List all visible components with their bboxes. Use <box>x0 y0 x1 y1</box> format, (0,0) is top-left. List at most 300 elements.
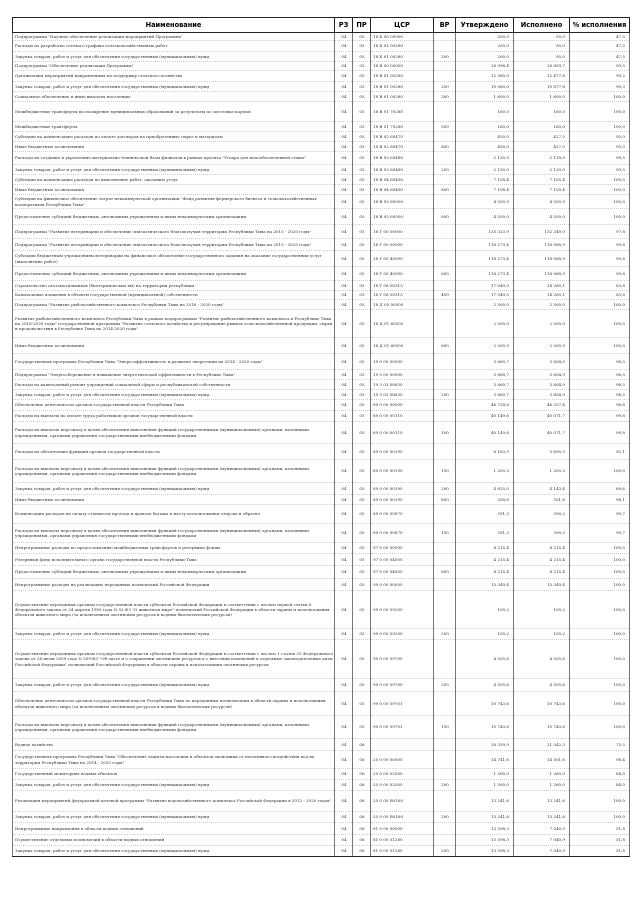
row-executed: 7 040,9 <box>514 835 570 846</box>
row-csr: 99 0 00 59701 <box>371 692 434 716</box>
row-executed: 1 260,0 <box>514 780 570 791</box>
row-percent: 100,0 <box>570 716 630 739</box>
row-vr: 200 <box>434 629 456 640</box>
row-vr <box>434 505 456 524</box>
table-row <box>13 780 630 791</box>
row-executed: 12 477,8 <box>514 71 570 82</box>
row-approved: 200,0 <box>456 52 514 62</box>
row-approved: 4 550,0 <box>456 195 514 209</box>
row-rz: 04 <box>335 751 353 769</box>
row-rz: 04 <box>335 846 353 857</box>
row-percent: 100,0 <box>570 640 630 679</box>
row-percent: 98,5 <box>570 354 630 370</box>
row-rz: 04 <box>335 41 353 52</box>
row-pr: 05 <box>353 411 371 422</box>
table-row <box>13 716 630 739</box>
row-rz: 04 <box>335 692 353 716</box>
table-row <box>13 823 630 835</box>
row-name: Субсидии бюджетным учреждениям ветеринарии на финансовое обеспечение государственного задания на оказание государственных услуг (выполнение работ) <box>13 251 335 267</box>
row-pr: 06 <box>353 812 371 823</box>
row-approved: 2 500,0 <box>456 338 514 354</box>
row-vr <box>434 62 456 71</box>
table-row <box>13 739 630 751</box>
row-executed: 1 600,0 <box>514 92 570 102</box>
row-executed: 14 280,1 <box>514 291 570 300</box>
row-pr: 05 <box>353 390 371 400</box>
row-percent: 99,7 <box>570 505 630 524</box>
row-name: Капитальные вложения в объекты государственной (муниципальной) собственности <box>13 291 335 300</box>
row-name: Расходы по разработке сетевого графика сельскохозяйственных работ <box>13 41 335 52</box>
row-pr: 05 <box>353 209 371 225</box>
row-csr: 18 В 00 00000 <box>371 62 434 71</box>
row-csr: 18 Г 00 40590 <box>371 267 434 281</box>
row-executed: 100,2 <box>514 591 570 629</box>
row-csr: 18 Д 01 60500 <box>371 310 434 338</box>
table-row <box>13 225 630 239</box>
row-name: Закупка товаров, работ и услуг для обеспечения государственных (муниципальных) нужд <box>13 165 335 175</box>
row-executed: 95,0 <box>514 33 570 41</box>
row-executed: 4 143,4 <box>514 483 570 495</box>
row-name: Непрограммные расходы по предоставлению межбюджетных трансфертов и резервные фонды <box>13 543 335 554</box>
row-rz: 04 <box>335 209 353 225</box>
row-approved: 1 500,0 <box>456 780 514 791</box>
row-percent: 83,8 <box>570 291 630 300</box>
row-executed: 13 241,6 <box>514 812 570 823</box>
row-vr <box>434 380 456 390</box>
row-rz: 04 <box>335 338 353 354</box>
table-row <box>13 411 630 422</box>
row-vr: 300 <box>434 92 456 102</box>
row-percent: 100,0 <box>570 185 630 195</box>
row-vr: 800 <box>434 495 456 505</box>
row-name: Закупка товаров, работ и услуг для обеспечения государственных (муниципальных) нужд <box>13 390 335 400</box>
row-csr <box>371 739 434 751</box>
row-vr: 200 <box>434 780 456 791</box>
row-percent: 99,3 <box>570 82 630 92</box>
row-rz: 04 <box>335 422 353 444</box>
row-csr: 19 0 00 00000 <box>371 354 434 370</box>
table-row <box>13 751 630 769</box>
row-approved: 13 241,6 <box>456 791 514 812</box>
row-approved: 160,0 <box>456 122 514 132</box>
row-vr <box>434 791 456 812</box>
row-rz: 04 <box>335 579 353 591</box>
table-row <box>13 165 630 175</box>
row-vr: 200 <box>434 165 456 175</box>
row-executed: 3 604,9 <box>514 354 570 370</box>
table-row <box>13 142 630 152</box>
row-csr: 99 0 00 59200 <box>371 591 434 629</box>
row-executed: 15 349,4 <box>514 579 570 591</box>
table-row <box>13 640 630 679</box>
row-approved: 46 724,8 <box>456 400 514 411</box>
row-percent: 100,0 <box>570 92 630 102</box>
row-vr <box>434 692 456 716</box>
row-rz: 04 <box>335 225 353 239</box>
row-approved: 17 049,5 <box>456 281 514 291</box>
row-percent: 98,5 <box>570 390 630 400</box>
row-rz: 04 <box>335 812 353 823</box>
row-rz: 04 <box>335 281 353 291</box>
row-pr: 05 <box>353 225 371 239</box>
row-name: Расходы на выплаты персоналу в целях обеспечения выполнения функций государственными (муниципальными) органами, казенными учреждениями, органами управления государственными внебюджетными фондами <box>13 716 335 739</box>
row-approved: 358,6 <box>456 495 514 505</box>
table-row <box>13 505 630 524</box>
row-csr: 89 0 00 00190 <box>371 460 434 483</box>
row-pr: 05 <box>353 460 371 483</box>
row-approved: 15 349,4 <box>456 579 514 591</box>
row-approved: 28 339,9 <box>456 739 514 751</box>
row-executed: 4 505,6 <box>514 640 570 679</box>
table-row <box>13 267 630 281</box>
row-pr: 05 <box>353 152 371 165</box>
table-row <box>13 400 630 411</box>
row-executed: 2 500,0 <box>514 310 570 338</box>
table-row <box>13 354 630 370</box>
row-csr: 18 В 01 70280 <box>371 102 434 122</box>
row-percent: 95,0 <box>570 132 630 142</box>
row-name: Подпрограмма "Обеспечение реализации Программы" <box>13 62 335 71</box>
row-percent: 100,0 <box>570 629 630 640</box>
row-percent: 100,0 <box>570 175 630 185</box>
row-executed: 118 068,9 <box>514 267 570 281</box>
row-executed: 160,0 <box>514 102 570 122</box>
table-row <box>13 209 630 225</box>
table-row <box>13 41 630 52</box>
row-approved: 13 598,3 <box>456 846 514 857</box>
row-csr: 18 В 02 60470 <box>371 132 434 142</box>
row-name: Организация мероприятий направленных на поддержку сельского хозяйства <box>13 71 335 82</box>
row-vr <box>434 33 456 41</box>
row-approved: 10 743,6 <box>456 716 514 739</box>
row-executed: 118 068,9 <box>514 239 570 251</box>
row-vr <box>434 591 456 629</box>
row-name: Водное хозяйство <box>13 739 335 751</box>
row-executed: 351,8 <box>514 495 570 505</box>
row-executed: 46 257,4 <box>514 400 570 411</box>
row-vr <box>434 132 456 142</box>
row-rz: 04 <box>335 791 353 812</box>
row-pr: 05 <box>353 142 371 152</box>
row-csr: 97 0 00 04000 <box>371 566 434 579</box>
header-percent: % исполнения <box>570 18 630 33</box>
row-rz: 04 <box>335 152 353 165</box>
row-pr: 06 <box>353 846 371 857</box>
table-row <box>13 175 630 185</box>
row-percent: 100,0 <box>570 543 630 554</box>
row-csr: 89 0 00 00190 <box>371 483 434 495</box>
row-vr <box>434 281 456 291</box>
row-name: Иные бюджетные ассигнования <box>13 185 335 195</box>
row-approved: 26 998,4 <box>456 62 514 71</box>
row-approved: 100,2 <box>456 629 514 640</box>
row-pr: 05 <box>353 122 371 132</box>
row-percent: 99,5 <box>570 165 630 175</box>
row-pr: 05 <box>353 300 371 310</box>
row-approved: 100,2 <box>456 591 514 629</box>
row-vr <box>434 251 456 267</box>
row-pr: 05 <box>353 524 371 543</box>
header-csr: ЦСР <box>371 18 434 33</box>
row-approved: 2 500,0 <box>456 310 514 338</box>
row-vr <box>434 769 456 780</box>
row-name: Расходы на выплаты по оплате труда работников органов государственной власти <box>13 411 335 422</box>
row-approved: 14 741,6 <box>456 751 514 769</box>
row-name: Осуществление переданных органам государственной власти субъектов Российской Федерации в соответствии с частью первой статьи 6 Федерального закона от 24 апреля 1995 года N 52-ФЗ "О животном мире" полномочий Российской Федерации в области охраны и использования объектов животного мира (за исключением охотничьих ресурсов и водных биологических ресурсов) <box>13 591 335 629</box>
row-vr: 200 <box>434 812 456 823</box>
row-csr: 89 0 00 00870 <box>371 505 434 524</box>
row-executed: 14 280,1 <box>514 281 570 291</box>
row-vr: 200 <box>434 52 456 62</box>
row-name: Иные бюджетные ассигнования <box>13 495 335 505</box>
row-csr: 18 Г 08 00313 <box>371 281 434 291</box>
table-row <box>13 380 630 390</box>
row-executed: 427,5 <box>514 132 570 142</box>
row-executed: 160,0 <box>514 122 570 132</box>
row-vr <box>434 444 456 460</box>
row-percent: 83,8 <box>570 281 630 291</box>
row-rz: 04 <box>335 175 353 185</box>
row-name: Непрограммные направления в области водных отношений <box>13 823 335 835</box>
row-approved: 2 500,0 <box>456 300 514 310</box>
row-pr: 05 <box>353 483 371 495</box>
table-row <box>13 835 630 846</box>
row-pr: 05 <box>353 251 371 267</box>
table-row <box>13 390 630 400</box>
row-csr: 89 0 00 00000 <box>371 400 434 411</box>
row-name: Обеспечение деятельности органов государственной власти Республики Тыва по переданным полномочиям в области охраны и использования объектов животного мира (за исключением охотничьих ресурсов и водных биологических ресурсов) <box>13 692 335 716</box>
row-pr: 05 <box>353 185 371 195</box>
row-name: Осуществление переданных органам государственной власти субъектов Российской Федерации в соответствии с частью 1 статьи 33 Федерального закона от 24 июля 2009 года N 209-ФЗ "Об охоте и о сохранении охотничьих ресурсов и о внесении изменений в отдельные законодательные акты Российской Федерации" полномочий Российской Федерации в области охраны и использования охотничьих ресурсов <box>13 640 335 679</box>
row-name: Подпрограмма "Научное обеспечение реализации мероприятий Программы" <box>13 33 335 41</box>
row-percent: 99,8 <box>570 239 630 251</box>
row-percent: 99,8 <box>570 267 630 281</box>
row-csr: 81 0 00 51280 <box>371 846 434 857</box>
row-rz: 04 <box>335 505 353 524</box>
row-vr <box>434 543 456 554</box>
row-csr: 99 0 00 00000 <box>371 579 434 591</box>
table-row <box>13 460 630 483</box>
table-row <box>13 185 630 195</box>
row-name: Расходы на обеспечение функций органов государственной власти <box>13 444 335 460</box>
row-csr: 89 0 00 00110 <box>371 411 434 422</box>
row-approved: 118 273,4 <box>456 239 514 251</box>
table-row <box>13 300 630 310</box>
row-approved: 40 149,6 <box>456 422 514 444</box>
table-header-row <box>13 18 630 33</box>
row-percent: 100,0 <box>570 195 630 209</box>
row-csr: 18 В 01 70280 <box>371 122 434 132</box>
row-vr <box>434 175 456 185</box>
row-executed: 132 249,0 <box>514 225 570 239</box>
row-approved: 391,3 <box>456 505 514 524</box>
row-executed: 427,5 <box>514 142 570 152</box>
row-pr: 06 <box>353 835 371 846</box>
row-percent: 100,0 <box>570 122 630 132</box>
table-row <box>13 251 630 267</box>
row-pr: 05 <box>353 444 371 460</box>
table-row <box>13 812 630 823</box>
row-rz: 04 <box>335 142 353 152</box>
row-executed: 4 505,6 <box>514 679 570 692</box>
row-pr: 05 <box>353 132 371 142</box>
table-row <box>13 102 630 122</box>
row-name: Расходы на создание и укрепление материально-технической базы филиалов в рамках проекта "Угаара для малообеспеченной семьи" <box>13 152 335 165</box>
row-vr: 100 <box>434 460 456 483</box>
row-rz: 04 <box>335 640 353 679</box>
row-executed: 26 859,7 <box>514 62 570 71</box>
row-vr <box>434 102 456 122</box>
row-csr: 99 0 00 59200 <box>371 629 434 640</box>
header-vr: ВР <box>434 18 456 33</box>
row-percent: 100,0 <box>570 102 630 122</box>
row-approved: 450,0 <box>456 132 514 142</box>
row-percent: 99,5 <box>570 152 630 165</box>
row-pr: 05 <box>353 554 371 566</box>
row-executed: 40 071,7 <box>514 411 570 422</box>
row-pr: 05 <box>353 422 371 444</box>
row-executed: 10 743,6 <box>514 692 570 716</box>
row-csr: 19 3 03 08830 <box>371 390 434 400</box>
row-percent: 47,5 <box>570 41 630 52</box>
row-pr: 05 <box>353 33 371 41</box>
row-percent: 89,6 <box>570 483 630 495</box>
row-approved: 3 660,7 <box>456 370 514 380</box>
row-rz: 04 <box>335 543 353 554</box>
row-pr: 05 <box>353 629 371 640</box>
row-name: Компенсация расходов на оплату стоимости проезда и провоза багажа к месту использования отпуска и обратно <box>13 505 335 524</box>
row-approved: 118 273,4 <box>456 267 514 281</box>
row-rz: 04 <box>335 195 353 209</box>
row-vr <box>434 310 456 338</box>
row-percent: 100,0 <box>570 566 630 579</box>
row-vr: 200 <box>434 679 456 692</box>
table-row <box>13 281 630 291</box>
row-percent: 100,0 <box>570 310 630 338</box>
row-approved: 160,0 <box>456 102 514 122</box>
row-executed: 14 501,6 <box>514 751 570 769</box>
row-approved: 6 183,9 <box>456 444 514 460</box>
row-percent: 84,0 <box>570 769 630 780</box>
row-rz: 04 <box>335 132 353 142</box>
row-csr: 18 В 01 00280 <box>371 82 434 92</box>
row-pr: 05 <box>353 82 371 92</box>
row-percent: 84,0 <box>570 780 630 791</box>
row-pr: 05 <box>353 267 371 281</box>
row-csr: 99 0 00 59701 <box>371 716 434 739</box>
table-row <box>13 92 630 102</box>
row-vr: 800 <box>434 338 456 354</box>
row-executed: 2 500,0 <box>514 338 570 354</box>
row-executed: 3 604,9 <box>514 380 570 390</box>
table-row <box>13 554 630 566</box>
row-pr: 05 <box>353 354 371 370</box>
row-percent: 98,5 <box>570 380 630 390</box>
row-pr: 05 <box>353 591 371 629</box>
row-pr: 05 <box>353 495 371 505</box>
row-percent: 100,0 <box>570 460 630 483</box>
row-rz: 04 <box>335 629 353 640</box>
row-csr: 18 В 02 60470 <box>371 142 434 152</box>
row-approved: 40 149,6 <box>456 411 514 422</box>
row-pr: 06 <box>353 780 371 791</box>
row-approved: 4 625,0 <box>456 483 514 495</box>
row-pr: 05 <box>353 579 371 591</box>
row-csr: 18 Б 01 00280 <box>371 52 434 62</box>
row-percent: 99,7 <box>570 524 630 543</box>
row-pr: 05 <box>353 338 371 354</box>
row-percent: 100,0 <box>570 692 630 716</box>
row-name: Закупка товаров, работ и услуг для обеспечения государственных (муниципальных) нужд <box>13 846 335 857</box>
row-name: Обеспечение деятельности органов государственной власти Республики Тыва <box>13 400 335 411</box>
row-percent: 100,0 <box>570 812 630 823</box>
table-row <box>13 195 630 209</box>
row-vr: 600 <box>434 566 456 579</box>
row-percent: 98,5 <box>570 370 630 380</box>
table-row <box>13 33 630 41</box>
table-row <box>13 566 630 579</box>
row-approved: 7 108,4 <box>456 175 514 185</box>
row-executed: 10 743,6 <box>514 716 570 739</box>
row-executed: 4 215,4 <box>514 543 570 554</box>
row-pr: 06 <box>353 751 371 769</box>
row-csr: 25 0 00 02500 <box>371 780 434 791</box>
row-percent: 47,5 <box>570 52 630 62</box>
row-approved: 4 505,6 <box>456 640 514 679</box>
header-rz: РЗ <box>335 18 353 33</box>
row-name: Закупка товаров, работ и услуг для обеспечения государственных (муниципальных) нужд <box>13 483 335 495</box>
row-csr: 99 0 00 59700 <box>371 640 434 679</box>
row-approved: 3 660,7 <box>456 354 514 370</box>
row-approved: 3 660,7 <box>456 380 514 390</box>
row-name: Иные бюджетные ассигнования <box>13 338 335 354</box>
row-name: Закупка товаров, работ и услуг для обеспечения государственных (муниципальных) нужд <box>13 629 335 640</box>
row-pr: 05 <box>353 543 371 554</box>
row-pr: 05 <box>353 400 371 411</box>
row-percent: 100,0 <box>570 791 630 812</box>
row-name: Непрограммные расходы на реализацию переданных полномочий Российской Федерации <box>13 579 335 591</box>
row-executed: 4 215,4 <box>514 554 570 566</box>
row-csr: 18 В 05 60500 <box>371 209 434 225</box>
row-percent: 100,0 <box>570 579 630 591</box>
row-csr: 19 3 03 08830 <box>371 380 434 390</box>
row-rz: 04 <box>335 122 353 132</box>
row-rz: 04 <box>335 310 353 338</box>
row-pr: 05 <box>353 52 371 62</box>
row-executed: 1 260,0 <box>514 769 570 780</box>
row-name: Государственный мониторинг водных объектов <box>13 769 335 780</box>
row-name: Субсидии на финансовое обеспечение затрат некоммерческой организации "Фонд развития фермерского бизнеса и сельскохозяйственных кооперативов Республики Тыва" <box>13 195 335 209</box>
row-vr <box>434 354 456 370</box>
row-csr: 18 В 05 60500 <box>371 195 434 209</box>
row-pr: 05 <box>353 71 371 82</box>
row-csr: 18 Г 08 00313 <box>371 291 434 300</box>
table-row <box>13 846 630 857</box>
row-rz: 04 <box>335 380 353 390</box>
budget-table <box>12 17 630 857</box>
row-csr: 18 Г 00 00000 <box>371 225 434 239</box>
row-rz: 04 <box>335 165 353 175</box>
row-name: Строительство скотомогильников (биотермических ям) на территории республики <box>13 281 335 291</box>
row-vr: 500 <box>434 122 456 132</box>
row-csr: 18 Б 00 00000 <box>371 33 434 41</box>
row-percent: 99,8 <box>570 411 630 422</box>
row-pr: 05 <box>353 370 371 380</box>
row-rz: 04 <box>335 370 353 380</box>
table-row <box>13 524 630 543</box>
row-vr <box>434 71 456 82</box>
row-percent: 100,0 <box>570 338 630 354</box>
